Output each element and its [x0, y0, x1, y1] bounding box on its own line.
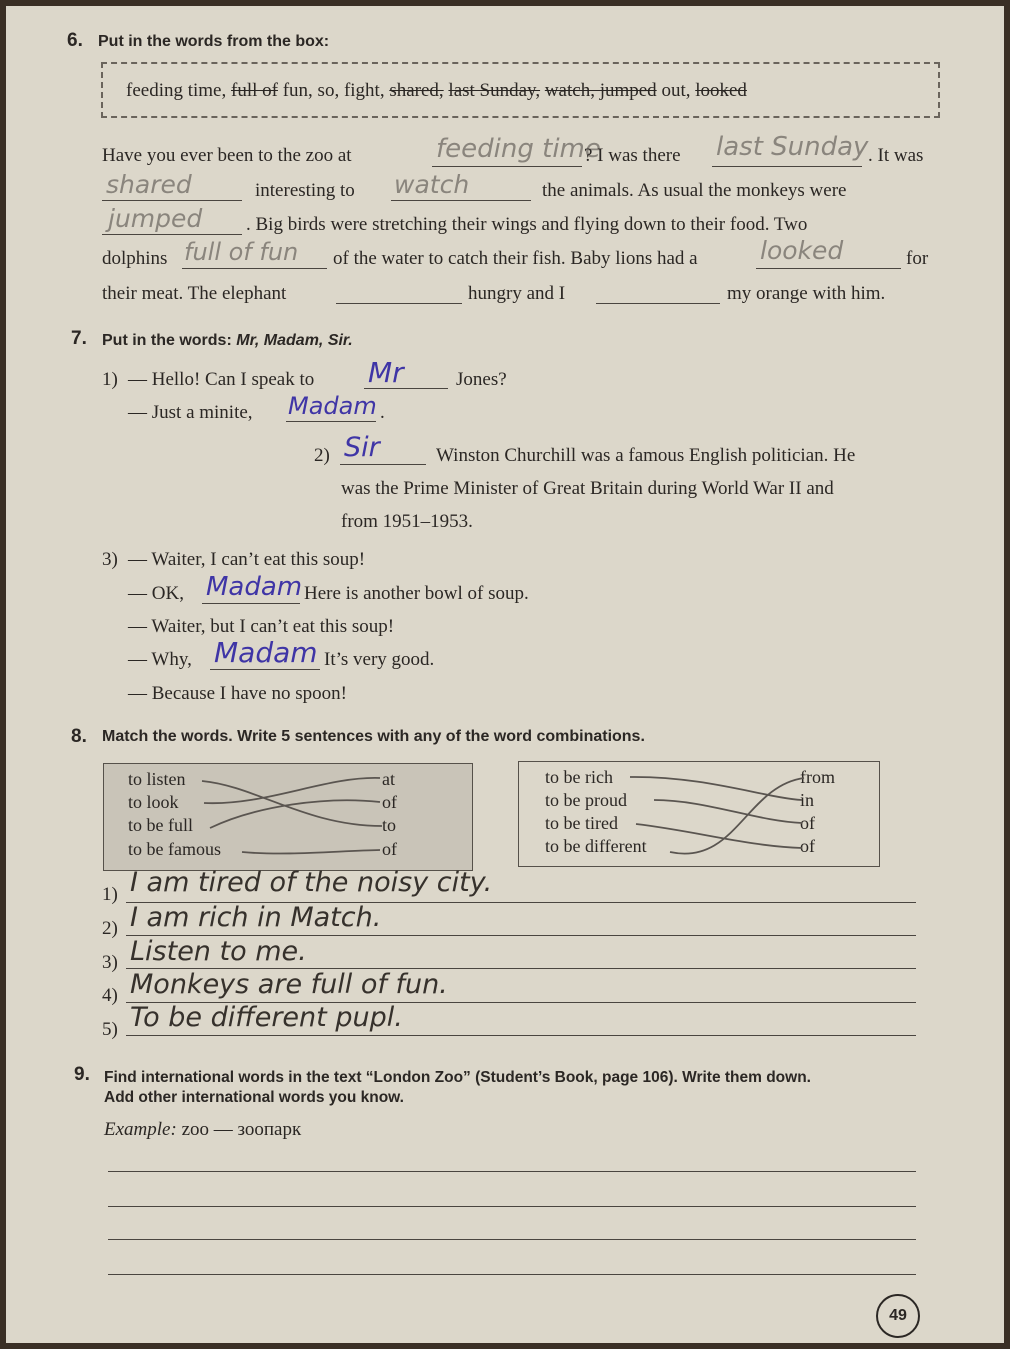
left-word-2: to look	[128, 792, 179, 812]
exercise-7-number: 7.	[71, 328, 87, 349]
sentence-number-3: 3)	[102, 952, 118, 973]
ex7-d1-line-c: — Just a minite,	[128, 402, 253, 423]
box-word-last-sunday: last Sunday,	[448, 80, 541, 101]
ex6-text-5c: my orange with him.	[727, 283, 886, 304]
exercise-9-instruction-1: Find international words in the text “London Zoo” (Student’s Book, page 106). Write them down.	[104, 1069, 811, 1086]
box-word-fun-so-fight: fun, so, fight,	[282, 80, 385, 101]
left-prep-2: of	[382, 792, 397, 812]
ex7-instruction-prefix: Put in the words:	[102, 332, 232, 349]
ex6-text-1a: Have you ever been to the zoo at	[102, 145, 352, 166]
exercise-9-number: 9.	[74, 1064, 90, 1085]
ex9-line-4	[108, 1274, 916, 1275]
ex7-answer-4: Madam	[206, 572, 303, 602]
ex7-d3-line-e: — Because I have no spoon!	[128, 683, 347, 704]
ex9-line-2	[108, 1206, 916, 1207]
right-prep-4: of	[800, 836, 815, 856]
ex7-answer-2: Madam	[288, 392, 377, 420]
ex6-text-2b: the animals. As usual the monkeys were	[542, 180, 847, 201]
right-word-2: to be proud	[545, 790, 627, 810]
ex9-line-1	[108, 1171, 916, 1172]
sentence-4: Monkeys are full of fun.	[130, 969, 448, 1000]
left-word-1: to listen	[128, 769, 186, 789]
ex9-example-text: zoo — зоопарк	[181, 1119, 302, 1140]
match-line-tired-of	[636, 824, 802, 848]
sentence-number-4: 4)	[102, 985, 118, 1006]
ex6-text-4a: dolphins	[102, 248, 168, 269]
ex7-d3-line-b1: — OK,	[128, 583, 184, 604]
exercise-9-instruction-2: Add other international words you know.	[104, 1089, 404, 1106]
exercise-8-instruction: Match the words. Write 5 sentences with any of the word combinations.	[102, 728, 645, 745]
sentence-number-2: 2)	[102, 918, 118, 939]
right-word-3: to be tired	[545, 813, 618, 833]
ex6-text-5a: their meat. The elephant	[102, 283, 287, 304]
ex6-text-1b: ? I was there	[584, 145, 681, 166]
ex6-text-4b: of the water to catch their fish. Baby lions had a	[333, 248, 698, 269]
ex9-example-label: Example:	[104, 1119, 177, 1140]
box-word-watch-jumped: watch, jumped	[544, 80, 657, 101]
ex7-d1-line-d: .	[380, 402, 385, 423]
exercise-8-number: 8.	[71, 726, 87, 747]
left-word-3: to be full	[128, 815, 193, 835]
box-word-looked: looked	[695, 80, 747, 101]
ex7-d3-line-a: — Waiter, I can’t eat this soup!	[128, 549, 366, 570]
right-word-1: to be rich	[545, 767, 613, 787]
ex7-d3-line-b2: Here is another bowl of soup.	[304, 583, 529, 604]
match-line-proud-of	[654, 800, 802, 823]
ex6-text-4c: for	[906, 248, 929, 269]
ex7-answer-5: Madam	[214, 636, 318, 669]
left-word-4: to be famous	[128, 839, 221, 859]
workbook-page	[6, 6, 1004, 1343]
left-prep-4: of	[382, 839, 397, 859]
left-prep-1: at	[382, 769, 395, 789]
ex6-answer-5: jumped	[108, 204, 203, 233]
ex6-answer-6: full of fun	[184, 238, 299, 266]
sentence-5: To be different pupl.	[130, 1002, 403, 1033]
ex7-d3-line-d1: — Why,	[128, 649, 192, 670]
right-prep-1: from	[800, 767, 835, 787]
ex7-d2-line-a: Winston Churchill was a famous English politician. He	[436, 445, 856, 466]
ex6-text-2a: interesting to	[255, 180, 355, 201]
sentence-number-1: 1)	[102, 884, 118, 905]
ex7-d3-line-c: — Waiter, but I can’t eat this soup!	[128, 616, 395, 637]
exercise-6-instruction: Put in the words from the box:	[98, 33, 330, 50]
ex7-d3-number: 3)	[102, 549, 118, 570]
match-line-famous-of	[242, 850, 380, 854]
ex6-text-3a: . Big birds were stretching their wings and flying down to their food. Two	[246, 214, 808, 235]
ex7-d1-line-b: Jones?	[456, 369, 507, 390]
ex7-d1-number: 1)	[102, 369, 118, 390]
ex7-d2-line-b: was the Prime Minister of Great Britain during World War II and	[341, 478, 834, 499]
ex7-d1-line-a: — Hello! Can I speak to	[128, 369, 315, 390]
sentence-1: I am tired of the noisy city.	[130, 867, 493, 898]
ex7-answer-3: Sir	[344, 432, 380, 463]
ex6-text-5b: hungry and I	[468, 283, 566, 304]
sentence-3: Listen to me.	[130, 936, 307, 967]
exercise-6-number: 6.	[67, 30, 83, 51]
right-prep-2: in	[800, 790, 815, 810]
page-number: 49	[876, 1294, 920, 1338]
ex9-example	[104, 1119, 301, 1141]
right-prep-3: of	[800, 813, 815, 833]
ex6-answer-4: watch	[394, 170, 470, 199]
box-word-full-of: full of	[231, 80, 278, 101]
ex7-instruction-words: Mr, Madam, Sir.	[236, 332, 353, 349]
ex7-d2-line-c: from 1951–1953.	[341, 511, 473, 532]
ex6-answer-3: shared	[106, 170, 192, 199]
ex7-answer-1: Mr	[368, 356, 404, 389]
matching-lines	[6, 6, 1004, 1343]
ex9-line-3	[108, 1239, 916, 1240]
ex6-answer-7: looked	[760, 236, 844, 265]
sentence-number-5: 5)	[102, 1019, 118, 1040]
box-word-shared: shared,	[389, 80, 444, 101]
box-word-out: out,	[661, 80, 691, 101]
ex6-text-1c: . It was	[868, 145, 924, 166]
sentence-line-5	[126, 1035, 916, 1036]
ex7-d3-line-d2: It’s very good.	[324, 649, 435, 670]
ex6-answer-1: feeding time	[436, 134, 601, 164]
right-word-4: to be different	[545, 836, 647, 856]
left-prep-3: to	[382, 815, 397, 835]
ex6-answer-2: last Sunday	[716, 132, 869, 162]
sentence-2: I am rich in Match.	[130, 902, 382, 933]
ex7-d2-number: 2)	[314, 445, 330, 466]
box-word-feeding-time: feeding time,	[126, 80, 227, 101]
